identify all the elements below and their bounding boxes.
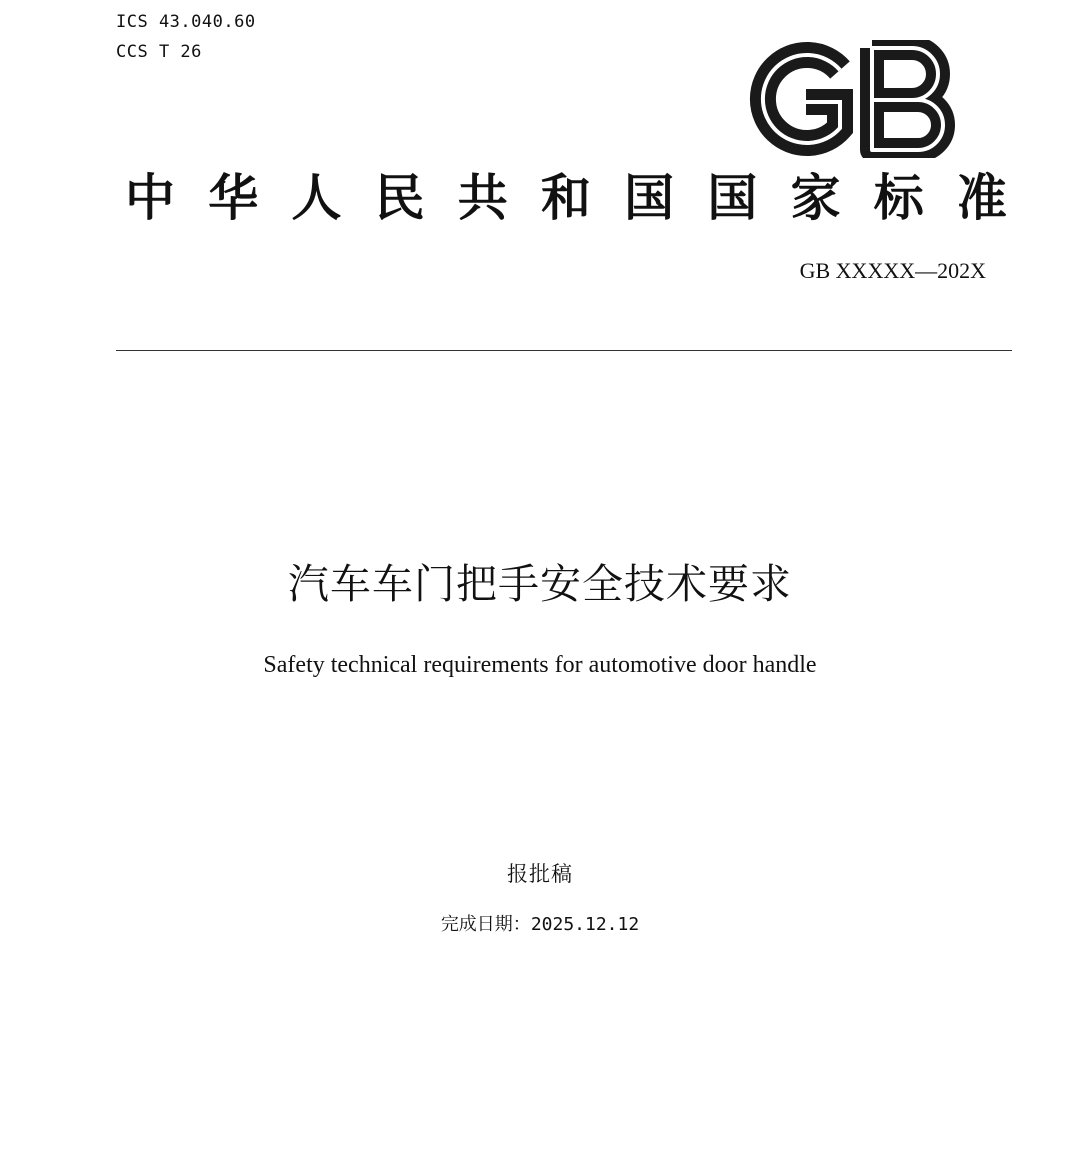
ccs-code: CCS T 26: [116, 42, 202, 62]
document-title-english: Safety technical requirements for automotive door handle: [263, 652, 817, 678]
title-char: 家: [790, 170, 841, 226]
title-char: 共: [457, 170, 508, 226]
gb-logo-icon: [740, 40, 960, 158]
title-char: 国: [624, 170, 675, 226]
title-char: 中: [125, 170, 175, 226]
title-char: 国: [707, 170, 758, 226]
title-char: 和: [540, 170, 591, 226]
draft-stage-label: 报批稿: [507, 862, 573, 886]
document-number: GB XXXXX—202X: [799, 258, 986, 283]
title-char: 人: [291, 170, 342, 226]
title-char: 民: [374, 170, 425, 226]
completion-date-label: 完成日期：: [440, 914, 531, 934]
completion-date-value: 2025.12.12: [530, 914, 640, 935]
title-char: 标: [873, 170, 924, 226]
standard-type-title: [120, 168, 1012, 228]
title-char: 准: [956, 170, 1007, 226]
completion-date: [0, 910, 1080, 936]
ics-code: ICS 43.040.60: [116, 12, 256, 32]
title-char: 华: [208, 170, 259, 226]
header-divider: [116, 350, 1012, 351]
document-title-chinese: 汽车车门把手安全技术要求: [288, 560, 792, 608]
